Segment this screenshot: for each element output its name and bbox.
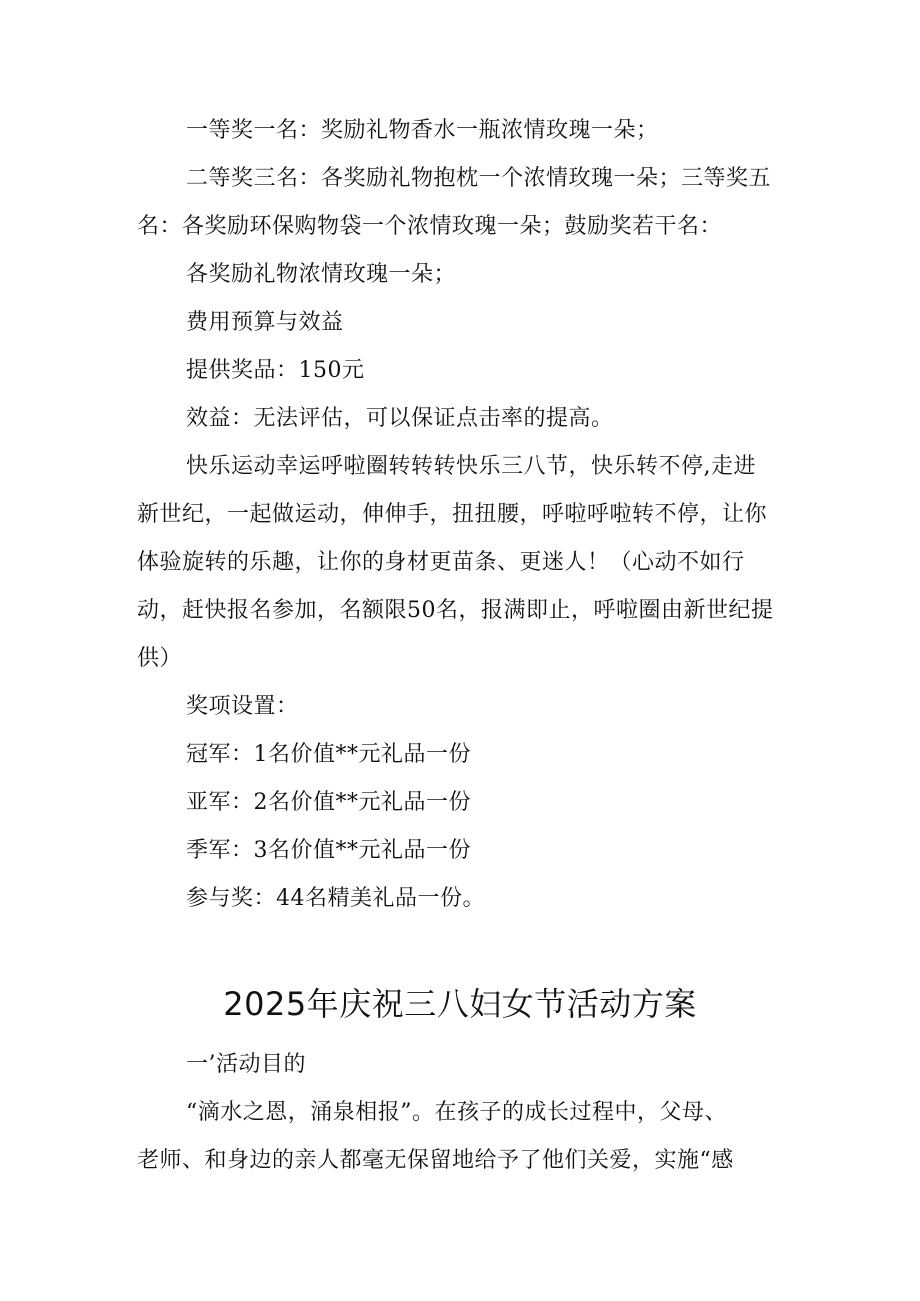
- prize-cost-line: 提供奖品：150元: [186, 358, 365, 383]
- document-title: 2025年庆祝三八妇女节活动方案: [223, 985, 697, 1023]
- paragraph-line: 老师、和身边的亲人都毫无保留地给予了他们关爱，实施“感: [137, 1148, 734, 1173]
- award-item-champion: 冠军：1名价值**元礼品一份: [186, 742, 471, 767]
- paragraph-line: 一等奖一名：奖励礼物香水一瓶浓情玫瑰一朵；: [186, 118, 659, 143]
- award-item-third: 季军：3名价值**元礼品一份: [186, 838, 471, 863]
- paragraph-line: 快乐运动幸运呼啦圈转转转快乐三八节，快乐转不停,走进: [186, 454, 756, 479]
- awards-heading: 奖项设置：: [186, 694, 299, 719]
- paragraph-line: 新世纪，一起做运动，伸伸手，扭扭腰，呼啦呼啦转不停，让你: [137, 502, 768, 527]
- paragraph-line: 二等奖三名：各奖励礼物抱枕一个浓情玫瑰一朵；三等奖五: [186, 166, 772, 191]
- award-item-runner-up: 亚军：2名价值**元礼品一份: [186, 790, 471, 815]
- budget-heading: 费用预算与效益: [186, 310, 344, 335]
- award-item-participation: 参与奖：44名精美礼品一份。: [186, 886, 485, 911]
- paragraph-line: 名：各奖励环保购物袋一个浓情玫瑰一朵；鼓励奖若干名：: [137, 214, 723, 239]
- paragraph-line: 供）: [137, 646, 183, 671]
- paragraph-line: 动，赶快报名参加，名额限50名，报满即止，呼啦圈由新世纪提: [137, 598, 774, 623]
- benefit-line: 效益：无法评估，可以保证点击率的提高。: [186, 406, 614, 431]
- paragraph-line: 体验旋转的乐趣，让你的身材更苗条、更迷人！（心动不如行: [137, 550, 745, 575]
- section-heading: 一’活动目的: [186, 1052, 306, 1077]
- paragraph-line: “滴水之恩，涌泉相报”。在孩子的成长过程中，父母、: [186, 1100, 727, 1125]
- paragraph-line: 各奖励礼物浓情玫瑰一朵；: [186, 262, 457, 287]
